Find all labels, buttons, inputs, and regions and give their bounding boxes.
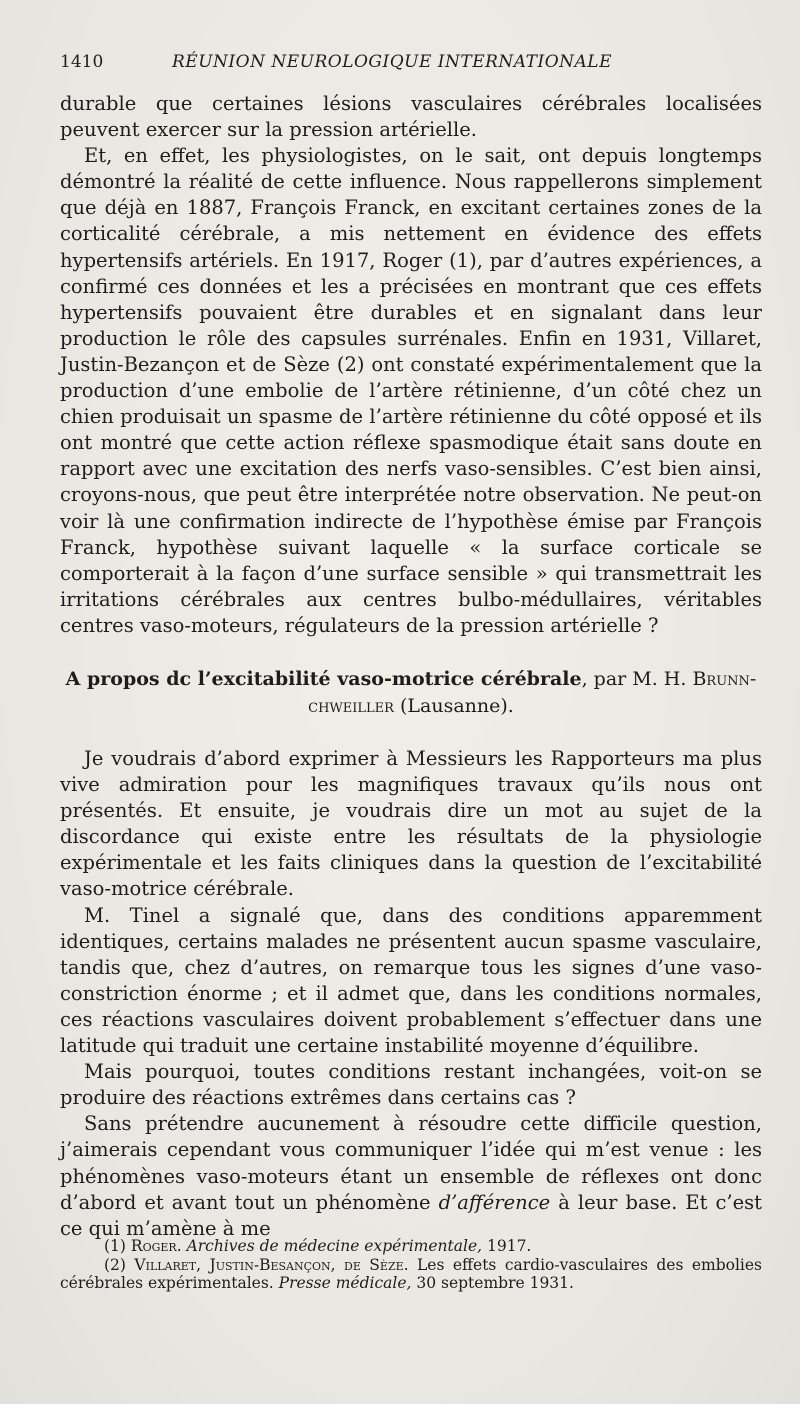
section-2-place: (Lausanne). — [393, 695, 514, 717]
section-2-author-second: chweiller — [308, 695, 394, 717]
page-number: 1410 — [60, 52, 104, 72]
footnote-number: (2) — [104, 1255, 126, 1274]
footnote-date: 30 septembre 1931. — [411, 1274, 574, 1292]
footnote-number: (1) — [104, 1237, 126, 1255]
italic-term: d’afférence — [438, 1190, 551, 1214]
paragraph: M. Tinel a signalé que, dans des conditions apparemment identiques, certains malades ne présentent aucun spasme vasculaire, tandis que, chez d’autres, on remarque tous les signes d’une vaso-constriction énorme ; et il admet que, dans les conditions normales, ces réactions vasculaires doivent probablement s’effectuer dans une latitude qui traduit une certaine instabilité moyenne d’équilibre. — [60, 903, 762, 1058]
paragraph-text: Sans prétendre aucunement à résoudre cette difficile question, j’aimerais cependant vous communiquer l’idée qui m’est venue : les phénomènes vaso-moteurs étant un ensemble de réflexes ont donc d’abord et avant tout un phénomène — [60, 1112, 762, 1214]
footnote-author: Roger. — [130, 1237, 182, 1255]
footnote-author: Villaret, Justin-Besançon, de Sèze. — [134, 1255, 409, 1274]
section-2-title-main: A propos dc l’excitabilité vaso-motrice cérébrale — [65, 668, 582, 690]
footnote-year: 1917. — [482, 1237, 532, 1255]
section-2-title-by: , par M. H. — [581, 668, 693, 690]
footnote-journal: Presse médicale, — [278, 1274, 412, 1292]
section-2-body — [60, 746, 762, 1242]
footnote-journal: Archives de médecine expérimentale, — [186, 1237, 483, 1255]
section-2-author-first: Brunn- — [692, 668, 757, 690]
paragraph: Et, en effet, les physiologistes, on le sait, ont depuis longtemps démontré la réalité de cette influence. Nous rappellerons simplement que déjà en 1887, François Franck, en excitant certaines zones de la corticalité cérébrale, a mis nettement en évidence des effets hypertensifs artériels. En 1917, Roger (1), par d’autres expériences, a confirmé ces données et les a précisées en montrant que ces effets hypertensifs pouvaient être durables et en signalant dans leur production le rôle des capsules surrénales. Enfin en 1931, Villaret, Justin-Bezançon et de Sèze (2) ont constaté expérimentalement que la production d’une embolie de l’artère rétinienne, d’un côté chez un chien produisait un spasme de l’artère rétinienne du côté opposé et ils ont montré que cette action réflexe spasmodique était sans doute en rapport avec une excitation des nerfs vaso-sensibles. C’est bien ainsi, croyons-nous, que peut être interprétée notre observation. Ne peut-on voir là une confirmation indirecte de l’hypothèse émise par François Franck, hypothèse suivant laquelle « la surface corticale se comporterait à la façon d’une surface sensible » qui transmettrait les irritations cérébrales aux centres bulbo-médullaires, véritables centres vaso-moteurs, régulateurs de la pression artérielle ? — [60, 144, 762, 637]
section-2-title — [60, 666, 762, 720]
paragraph-last — [60, 1111, 762, 1241]
paragraph-tail: à leur base. Et c’est ce qui m’amène à me — [60, 1190, 763, 1240]
section-1-body — [60, 91, 762, 639]
paragraph: Mais pourquoi, toutes conditions restant inchangées, voit-on se produire des réactions extrêmes dans certains cas ? — [60, 1060, 762, 1110]
footnote-title: Les effets cardio-vasculaires des embolies cérébrales expérimentales. — [60, 1255, 762, 1292]
paragraph: Je voudrais d’abord exprimer à Messieurs les Rapporteurs ma plus vive admiration pour les magnifiques travaux qu’ils nous ont présentés. Et ensuite, je voudrais dire un mot au sujet de la discordance qui existe entre les résultats de la physiologie expérimentale et les faits cliniques dans la question de l’excitabilité vaso-motrice cérébrale. — [60, 747, 762, 901]
paragraph: durable que certaines lésions vasculaires cérébrales localisées peuvent exercer sur la pression artérielle. — [60, 92, 762, 142]
footnote-2 — [60, 1256, 762, 1293]
running-title: RÉUNION NEUROLOGIQUE INTERNATIONALE — [172, 52, 612, 72]
footnote-1 — [60, 1237, 762, 1256]
footnotes — [60, 1237, 762, 1293]
running-header — [60, 52, 760, 76]
